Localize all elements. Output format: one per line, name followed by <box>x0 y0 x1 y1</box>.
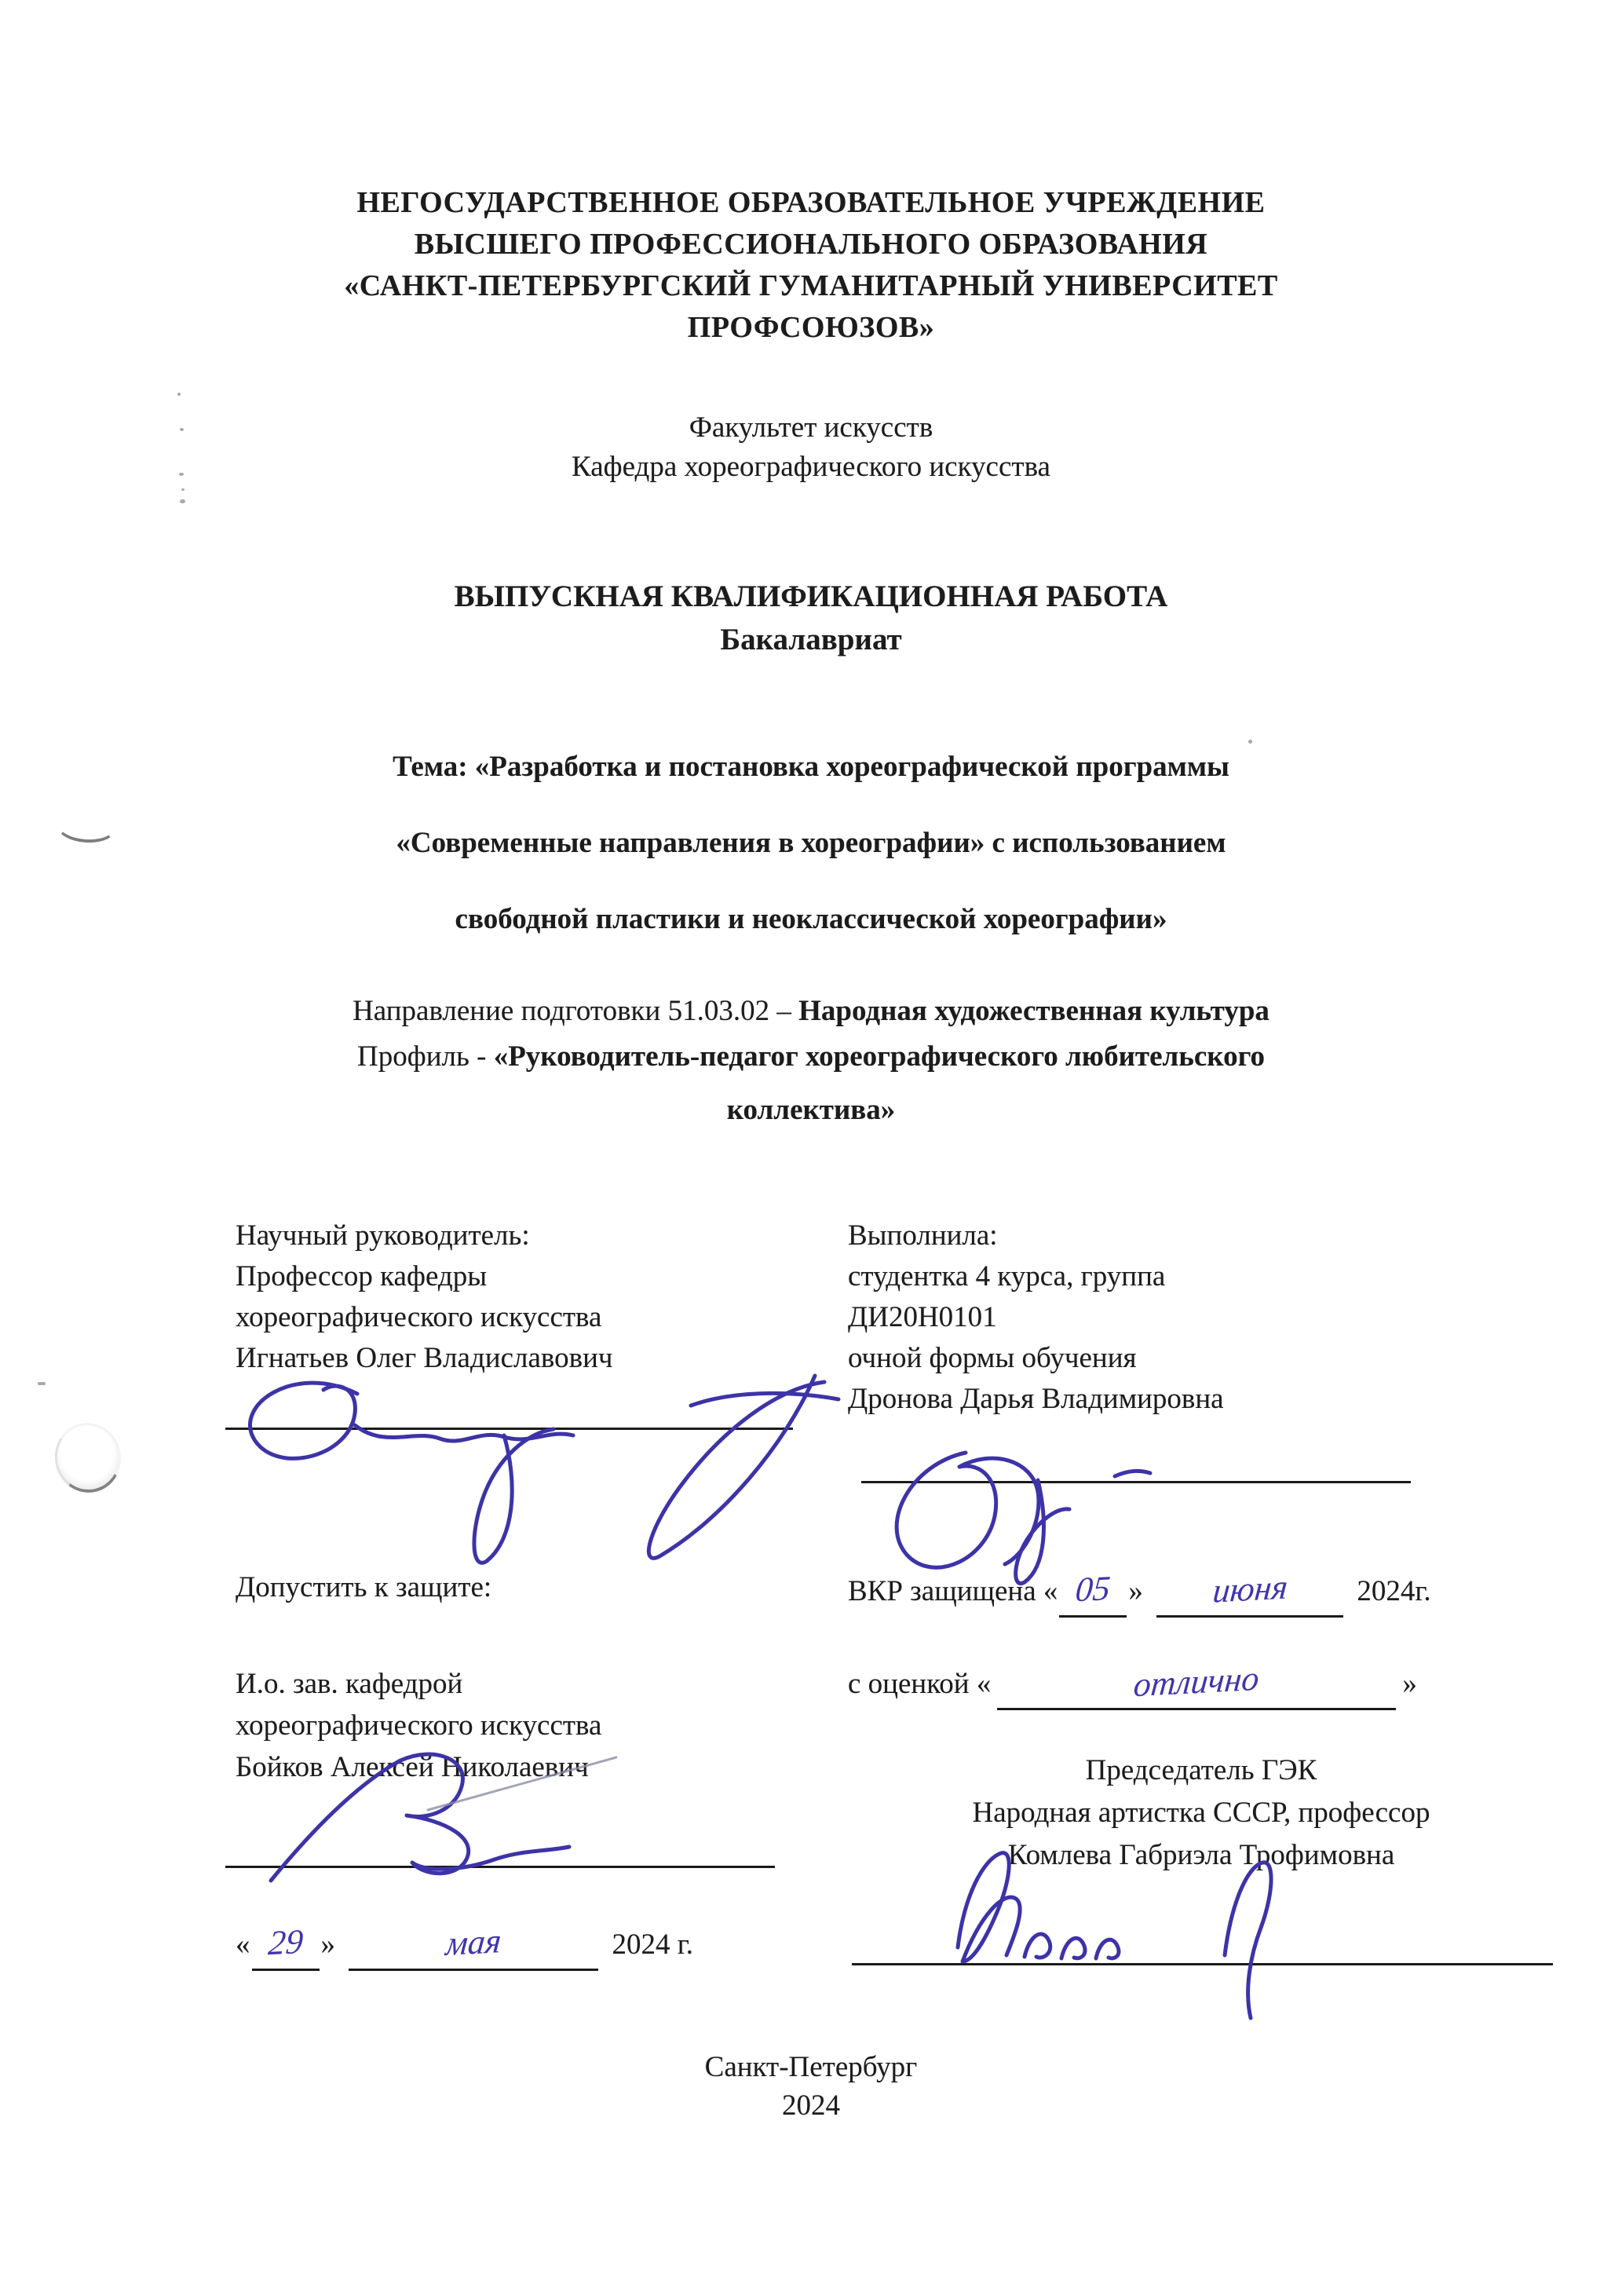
theme-block <box>0 729 1622 957</box>
defense-month-slot <box>1156 1569 1343 1618</box>
student-line: очной формы обучения <box>848 1342 1137 1374</box>
faculty-line: Факультет искусств <box>689 411 933 444</box>
scan-speck <box>180 499 185 503</box>
supervisor-label: Научный руководитель: <box>236 1219 530 1252</box>
chair-name: Комлева Габриэла Трофимовна <box>1007 1839 1395 1871</box>
hole-punch-mark-bottom <box>49 1417 128 1499</box>
admission-month-slot <box>349 1922 598 1971</box>
admission-date-row <box>236 1922 693 1971</box>
direction-line <box>0 994 1622 1028</box>
student-block <box>848 1216 1224 1420</box>
supervisor-line: Профессор кафедры <box>236 1260 488 1292</box>
admission-title: Допустить к защите: <box>236 1571 492 1603</box>
institution-line: НЕГОСУДАРСТВЕННОЕ ОБРАЗОВАТЕЛЬНОЕ УЧРЕЖДЕНИЕ <box>356 186 1266 219</box>
admission-day-slot <box>252 1922 320 1971</box>
supervisor-line: хореографического искусства <box>236 1301 602 1333</box>
scan-speck <box>38 1382 46 1385</box>
direction-label: Направление подготовки 51.03.02 – <box>353 995 799 1027</box>
profile-line <box>0 1040 1622 1073</box>
defense-year: 2024г. <box>1357 1575 1431 1607</box>
chair-title: Председатель ГЭК <box>1085 1754 1317 1786</box>
supervisor-signature <box>220 1351 848 1570</box>
theme-line: свободной пластики и неоклассической хореографии» <box>455 903 1167 935</box>
scan-speck <box>181 488 184 491</box>
footer-city: Санкт-Петербург <box>704 2051 918 2083</box>
grade-slot <box>997 1658 1396 1710</box>
department-head-signature <box>243 1743 652 1892</box>
footer-block <box>0 2048 1622 2125</box>
defense-date-row <box>848 1569 1431 1618</box>
head-position-line: хореографического искусства <box>236 1709 602 1742</box>
student-group: ДИ20Н0101 <box>848 1301 997 1333</box>
theme-line: «Современные направления в хореографии» с использованием <box>396 827 1226 859</box>
handwritten-defense-month: июня <box>1211 1567 1289 1610</box>
theme-line: Тема: «Разработка и постановка хореографической программы <box>393 751 1229 783</box>
head-name: Бойков Алексей Николаевич <box>236 1751 589 1783</box>
defense-prefix: ВКР защищена « <box>848 1575 1058 1607</box>
scan-speck <box>177 393 181 396</box>
head-position-line: И.о. зав. кафедрой <box>236 1668 463 1700</box>
faculty-block <box>0 408 1622 487</box>
profile-label: Профиль - <box>357 1040 494 1073</box>
handwritten-grade: отлично <box>1132 1658 1262 1705</box>
handwritten-admission-day: 29 <box>266 1921 305 1963</box>
defense-day-slot <box>1059 1569 1127 1618</box>
grade-prefix: с оценкой « <box>848 1668 992 1700</box>
footer-year: 2024 <box>782 2089 840 2122</box>
institution-line: ВЫСШЕГО ПРОФЕССИОНАЛЬНОГО ОБРАЗОВАНИЯ <box>414 228 1208 261</box>
scan-speck <box>1248 740 1252 744</box>
chair-signature <box>887 1830 1374 2026</box>
degree-level: Бакалавриат <box>720 623 902 656</box>
work-title: ВЫПУСКНАЯ КВАЛИФИКАЦИОННАЯ РАБОТА <box>454 579 1168 613</box>
student-label: Выполнила: <box>848 1219 998 1252</box>
student-line: студентка 4 курса, группа <box>848 1260 1166 1292</box>
scan-speck <box>180 428 184 431</box>
admission-year: 2024 г. <box>612 1929 694 1961</box>
profile-value: «Руководитель-педагог хореографического любительского <box>493 1040 1265 1073</box>
student-name: Дронова Дарья Владимировна <box>848 1383 1224 1415</box>
grade-row <box>848 1658 1417 1710</box>
handwritten-defense-day: 05 <box>1074 1568 1112 1610</box>
supervisor-name: Игнатьев Олег Владиславович <box>236 1342 613 1374</box>
work-type-block <box>0 575 1622 661</box>
date-quote-close: » <box>320 1929 335 1961</box>
department-line: Кафедра хореографического искусства <box>572 451 1050 483</box>
grade-quote-close: » <box>1402 1668 1417 1700</box>
defense-quote-close: » <box>1128 1575 1143 1607</box>
date-quote-open: « <box>236 1929 250 1961</box>
scan-speck <box>179 473 184 476</box>
institution-line: «САНКТ-ПЕТЕРБУРГСКИЙ ГУМАНИТАРНЫЙ УНИВЕРСИТЕТ <box>344 269 1278 302</box>
chair-honors: Народная артистка СССР, профессор <box>972 1797 1430 1829</box>
institution-header <box>0 182 1622 349</box>
handwritten-admission-month: мая <box>444 1921 503 1963</box>
direction-value: Народная художественная культура <box>798 995 1269 1027</box>
institution-line: ПРОФСОЮЗОВ» <box>687 311 935 344</box>
profile-line-tail: коллектива» <box>726 1094 896 1126</box>
